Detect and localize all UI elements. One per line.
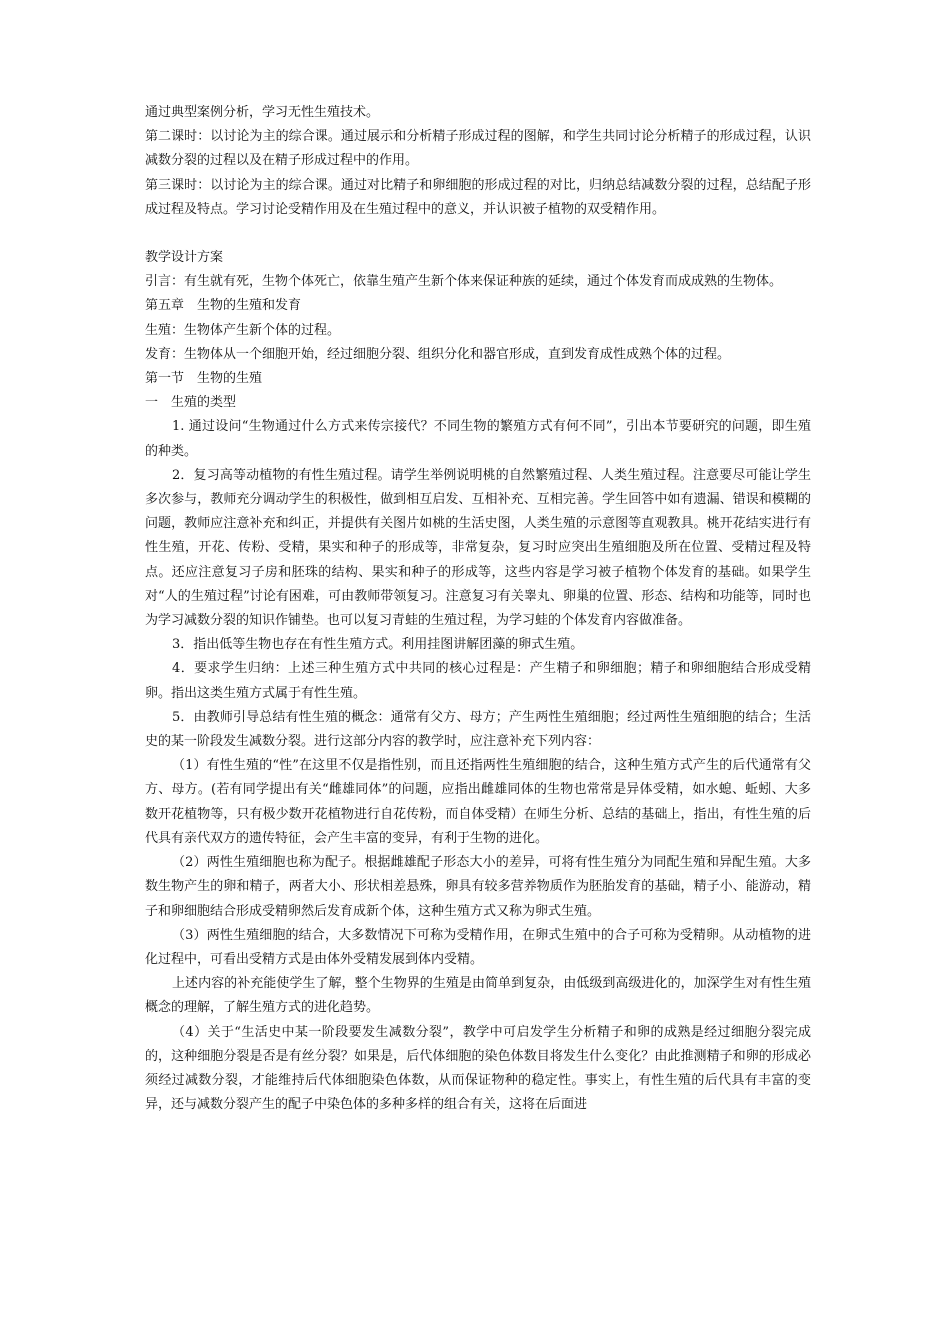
- paragraph: 第二课时：以讨论为主的综合课。通过展示和分析精子形成过程的图解，和学生共同讨论分析精子的形成过程，认识减数分裂的过程以及在精子形成过程中的作用。: [145, 129, 811, 169]
- paragraph: 第三课时：以讨论为主的综合课。通过对比精子和卵细胞的形成过程的对比，归纳总结减数分裂的过程，总结配子形成过程及特点。学习讨论受精作用及在生殖过程中的意义，并认识被子植物的双受精作用。: [145, 177, 811, 217]
- chapter-heading: 第五章 生物的生殖和发育: [145, 298, 302, 314]
- paragraph: 5．由教师引导总结有性生殖的概念：通常有父方、母方；产生两性生殖细胞；经过两性生殖细胞的结合；生活史的某一阶段发生减数分裂。进行这部分内容的教学时，应注意补充下列内容：: [145, 709, 811, 750]
- paragraph: 4．要求学生归纳：上述三种生殖方式中共同的核心过程是：产生精子和卵细胞；精子和卵细胞结合形成受精卵。指出这类生殖方式属于有性生殖。: [145, 661, 811, 701]
- paragraph: 1. 通过设问“生物通过什么方式来传宗接代？不同生物的繁殖方式有何不同”，引出本节要研究的问题，即生殖的种类。: [145, 419, 811, 459]
- paragraph: 2．复习高等动植物的有性生殖过程。请学生举例说明桃的自然繁殖过程、人类生殖过程。注意要尽可能让学生多次参与，教师充分调动学生的积极性，做到相互启发、互相补充、互相完善。学生回答中如有遗漏、错误和模糊的问题，教师应注意补充和纠正，并提供有关图片如桃的生活史图，人类生殖的示意图等直观教具。桃开花结实进行有性生殖，开花、传粉、受精，果实和种子的形成等，非常复杂，复习时应突出生殖细胞及所在位置、受精过程及特点。还应注意复习子房和胚珠的结构、果实和种子的形成等，这些内容是学习被子植物个体发育的基础。如果学生对“人的生殖过程”讨论有困难，可由教师带领复习。注意复习有关睾丸、卵巢的位置、形态、结构和功能等，同时也为学习减数分裂的知识作铺垫。也可以复习青蛙的生殖过程，为学习蛙的个体发育内容做准备。: [145, 467, 811, 629]
- paragraph: 通过典型案例分析，学习无性生殖技术。: [145, 105, 380, 120]
- paragraph: 上述内容的补充能使学生了解，整个生物界的生殖是由简单到复杂，由低级到高级进化的，加深学生对有性生殖概念的理解，了解生殖方式的进化趋势。: [145, 976, 811, 1016]
- section-heading: 教学设计方案: [145, 250, 224, 266]
- paragraph: 3．指出低等生物也存在有性生殖方式。利用挂图讲解团藻的卵式生殖。: [172, 637, 584, 653]
- document-body: [145, 101, 811, 1117]
- paragraph: （1）有性生殖的“性”在这里不仅是指性别，而且还指两性生殖细胞的结合，这种生殖方式产生的后代通常有父方、母方。(若有同学提出有关“雌雄同体”的问题，应指出雌雄同体的生物也常常是异体受精，如水螅、蚯蚓、大多数开花植物等，只有极少数开花植物进行自花传粉，而自体受精）在师生分析、总结的基础上，指出，有性生殖的后代具有亲代双方的遗传特征，会产生丰富的变异，有利于生物的进化。: [145, 758, 811, 846]
- paragraph: （3）两性生殖细胞的结合，大多数情况下可称为受精作用，在卵式生殖中的合子可称为受精卵。从动植物的进化过程中，可看出受精方式是由体外受精发展到体内受精。: [145, 927, 811, 967]
- subsection-heading: 一 生殖的类型: [145, 395, 237, 411]
- paragraph: （4）关于“生活史中某一阶段要发生减数分裂”，教学中可启发学生分析精子和卵的成熟是经过细胞分裂完成的，这种细胞分裂是否是有丝分裂？如果是，后代体细胞的染色体数目将发生什么变化？由此推测精子和卵的形成必须经过减数分裂，才能维持后代体细胞染色体数，从而保证物种的稳定性。事实上，有性生殖的后代具有丰富的变异，还与减数分裂产生的配子中染色体的多种多样的组合有关，这将在后面进: [145, 1024, 811, 1113]
- definition: 发育：生物体从一个细胞开始，经过细胞分裂、组织分化和器官形成，直到发育成性成熟个体的过程。: [145, 346, 731, 362]
- blank-line: [145, 222, 811, 246]
- definition: 生殖：生物体产生新个体的过程。: [145, 322, 341, 338]
- section-heading: 第一节 生物的生殖: [145, 371, 263, 387]
- paragraph: （2）两性生殖细胞也称为配子。根据雌雄配子形态大小的差异，可将有性生殖分为同配生殖和异配生殖。大多数生物产生的卵和精子，两者大小、形状相差悬殊，卵具有较多营养物质作为胚胎发育的基础，精子小、能游动，精子和卵细胞结合形成受精卵然后发育成新个体，这种生殖方式又称为卵式生殖。: [145, 855, 811, 919]
- paragraph: 引言：有生就有死，生物个体死亡，依靠生殖产生新个体来保证种族的延续，通过个体发育而成成熟的生物体。: [145, 274, 783, 290]
